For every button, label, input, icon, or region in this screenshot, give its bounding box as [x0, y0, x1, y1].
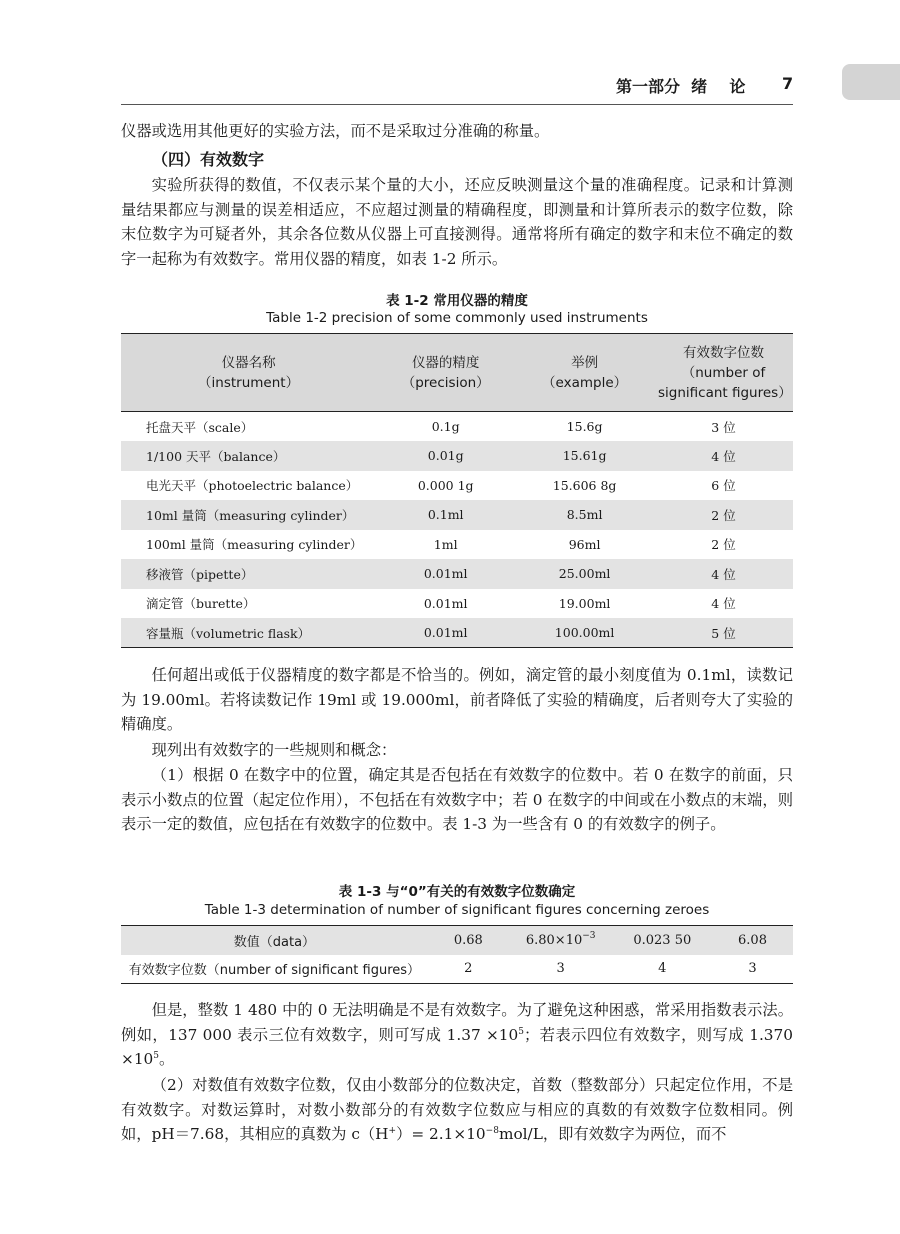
table-header-row [121, 334, 793, 412]
running-header [600, 74, 800, 98]
table-row [121, 500, 793, 530]
section-heading: （四）有效数字 [152, 150, 265, 169]
cell-instrument: 电光天平（photoelectric balance） [146, 478, 359, 494]
cell-data: 0.023 50 [633, 932, 692, 948]
cell-sigfigs: 2 [464, 961, 473, 977]
cell-example: 15.606 8g [552, 477, 617, 493]
cell-example: 15.6g [566, 419, 603, 434]
cell-digits: 2 位 [711, 507, 736, 523]
table-row-sigfigs [121, 955, 793, 984]
cell-example: 25.00ml [558, 566, 611, 582]
cell-precision: 0.000 1g [417, 477, 474, 493]
cell-instrument: 移液管（pipette） [146, 566, 254, 582]
table-row [121, 441, 793, 471]
table-row [121, 589, 793, 619]
table-1-2-caption-cn: 表 1-2 常用仪器的精度 [386, 293, 528, 309]
cell-sigfigs: 4 [658, 961, 667, 977]
cell-digits: 5 位 [711, 625, 736, 641]
cell-precision: 0.01ml [423, 595, 468, 611]
page-number: 7 [782, 74, 794, 93]
cell-precision: 0.1g [431, 419, 460, 434]
cell-instrument: 1/100 天平（balance） [146, 448, 286, 464]
table-row [121, 559, 793, 589]
cell-precision: 0.01g [427, 448, 464, 464]
cell-precision: 0.01ml [423, 566, 468, 582]
table-row-data [121, 926, 793, 955]
cell-instrument: 容量瓶（volumetric flask） [146, 625, 311, 641]
table-row [121, 471, 793, 501]
cell-data: $6.80\times 10^{-3}$ [525, 930, 596, 948]
cell-digits: 2 位 [711, 537, 736, 553]
cell-example: 8.5ml [566, 507, 603, 523]
header-example: 举例 （example） [515, 334, 654, 412]
cell-precision: 0.1ml [427, 507, 464, 523]
cell-sigfigs: 3 [748, 961, 757, 977]
table-instrument-precision [121, 333, 793, 648]
header-significant-figures: 有效数字位数 （number of significant figures） [654, 334, 793, 412]
row-label-sigfigs: 有效数字位数（number of significant figures） [128, 963, 421, 979]
cell-digits: 4 位 [711, 448, 736, 464]
cell-instrument: 10ml 量筒（measuring cylinder） [146, 507, 355, 523]
row-label-data: 数值（data） [233, 934, 316, 950]
cell-instrument: 滴定管（burette） [146, 596, 256, 612]
paragraph-rules-intro: 现列出有效数字的一些规则和概念： [151, 741, 397, 759]
cell-example: 96ml [568, 536, 601, 552]
cell-digits: 6 位 [711, 478, 736, 494]
page-edge-tab [842, 64, 900, 100]
header-rule [121, 104, 793, 105]
cell-precision: 1ml [433, 536, 458, 552]
cell-instrument: 托盘天平（scale） [146, 419, 254, 435]
table-row [121, 618, 793, 648]
paragraph-significant-figures-intro: 实验所获得的数值，不仅表示某个量的大小，还应反映测量这个量的准确程度。记录和计算测量结果都应与测量的误差相适应，不应超过测量的精确程度，即测量和计算所表示的数字位数，除末位数字为可疑者外，其余各位数从仪器上可直接测得。通常将所有确定的数字和末位不确定的数字一起称为有效数字。常用仪器的精度，如表 1-2 所示。 [121, 176, 793, 269]
paragraph-exponent-notation: 但是，整数 1 480 中的 0 无法明确是不是有效数字。为了避免这种困惑，常采用指数表示法。例如，137 000 表示三位有效数字，则可写成 $1.37 \times 10^5$；若表示四位有效数字，则写成 $1.370 \times 10^5$。 [121, 1001, 794, 1069]
cell-data: 6.08 [738, 932, 767, 948]
cell-example: 19.00ml [558, 595, 611, 611]
cell-data: 0.68 [453, 932, 483, 948]
cell-example: 15.61g [562, 448, 607, 464]
paragraph-continuation: 仪器或选用其他更好的实验方法，而不是采取过分准确的称量。 [121, 122, 550, 140]
paragraph-rule-1: （1）根据 0 在数字中的位置，确定其是否包括在有效数字的位数中。若 0 在数字的前面，只表示小数点的位置（起定位作用），不包括在有效数字中；若 0 在数字的中间或在小数点的末端，则表示一定的数值，应包括在有效数字的位数中。表 1-3 为一些含有 0 的有效数字的例子。 [121, 766, 793, 834]
header-section-title: 第一部分 绪 论 [616, 77, 746, 96]
table-zero-significance [121, 925, 793, 984]
table-row [121, 412, 793, 442]
paragraph-rule-2: （2）对数值有效数字位数，仅由小数部分的位数决定，首数（整数部分）只起定位作用，不是有效数字。对数运算时，对数小数部分的有效数字位数应与相应的真数的有效数字位数相同。例如，pH＝7.68，其相应的真数为 $c(H^+)= 2.1\times 10^{-8}mol/L$，即有效数字为两位，而不 [121, 1076, 793, 1144]
cell-precision: 0.01ml [423, 625, 468, 640]
cell-digits: 4 位 [711, 566, 736, 582]
cell-example: 100.00ml [554, 625, 615, 640]
header-precision: 仪器的精度 （precision） [376, 334, 515, 412]
table-1-3-caption-en: Table 1-3 determination of number of significant figures concerning zeroes [204, 902, 710, 918]
cell-sigfigs: 3 [556, 961, 565, 977]
paragraph-precision-example: 任何超出或低于仪器精度的数字都是不恰当的。例如，滴定管的最小刻度值为 0.1ml，读数记为 19.00ml。若将读数记作 19ml 或 19.000ml，前者降低了实验的精确度，后者则夸大了实验的精确度。 [121, 666, 793, 734]
table-row [121, 530, 793, 560]
table-1-2-caption-en: Table 1-2 precision of some commonly used instruments [266, 310, 648, 326]
cell-digits: 3 位 [711, 419, 736, 435]
table-1-3-caption-cn: 表 1-3 与“0”有关的有效数字位数确定 [338, 884, 576, 900]
cell-instrument: 100ml 量筒（measuring cylinder） [146, 537, 363, 553]
header-instrument: 仪器名称 （instrument） [121, 334, 376, 412]
cell-digits: 4 位 [711, 596, 736, 612]
